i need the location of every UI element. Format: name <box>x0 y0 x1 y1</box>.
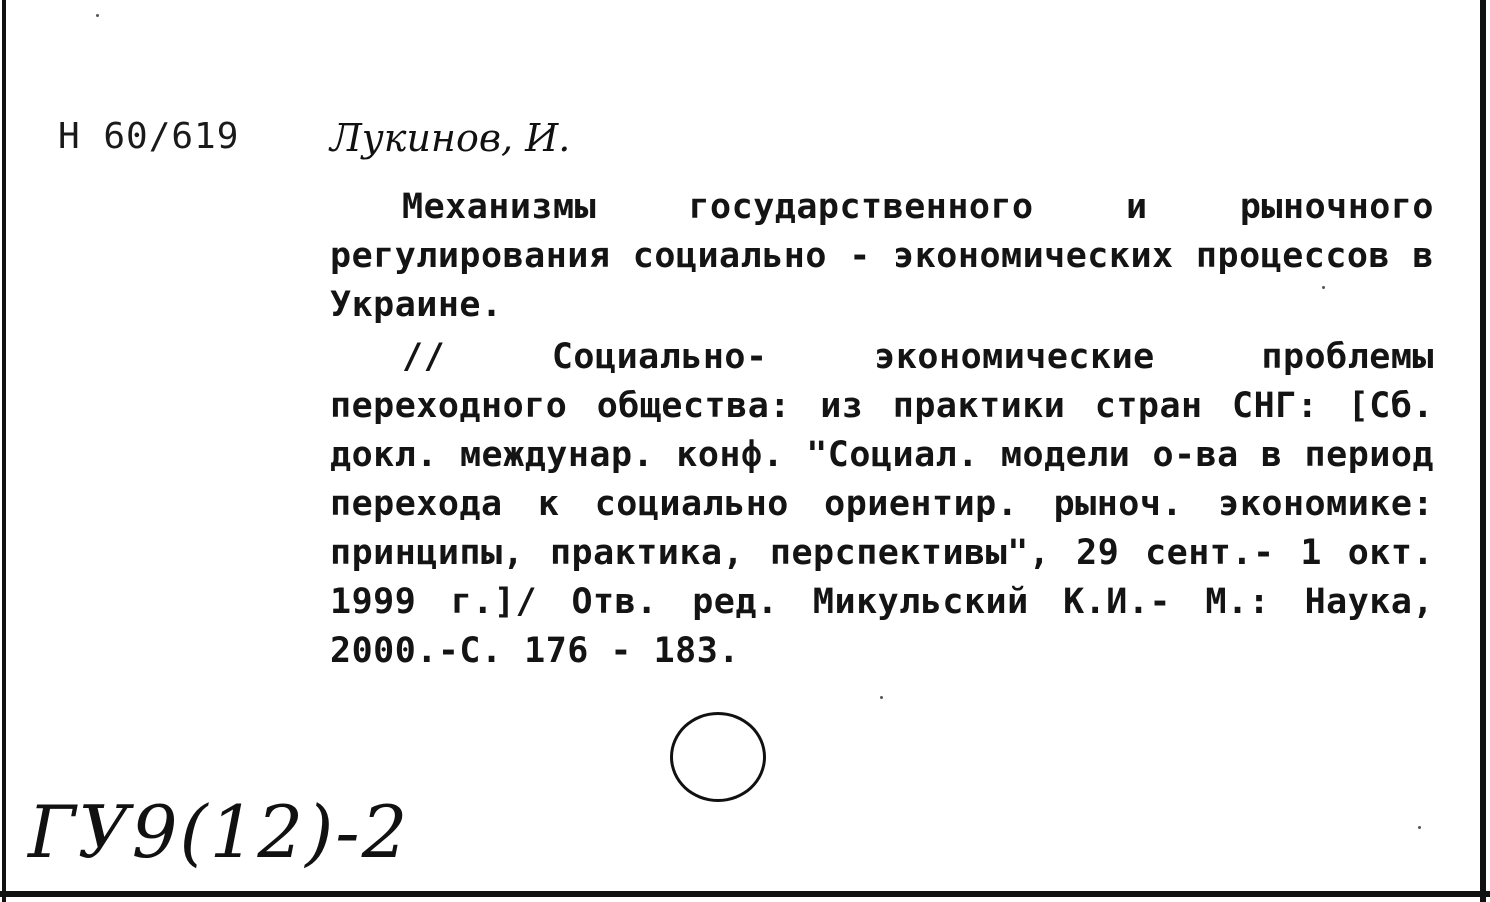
shelf-mark: ГУ9(12)-2 <box>28 790 410 874</box>
author-name: Лукинов, И. <box>330 116 571 160</box>
call-number: Н 60/619 <box>58 116 240 157</box>
card-left-edge <box>2 0 6 902</box>
stamp-circle <box>670 712 766 802</box>
publication-title: Механизмы государственного и рыночного регулирования социально - экономических процессов в Украине. <box>330 187 1434 325</box>
scan-speck <box>880 696 883 699</box>
scan-speck <box>96 14 99 17</box>
scan-speck <box>1322 286 1325 289</box>
card-right-edge <box>1480 0 1486 902</box>
scan-speck <box>1418 826 1421 829</box>
publication-source: // Социально- экономические проблемы переходного общества: из практики стран СНГ: [Сб. докл. междунар. конф. "Социал. модели о-ва в период перехода к социально ориентир. рыноч. экономике: принципы, практика, перспективы", 29 сент.- 1 окт. 1999 г.]/ Отв. ред. Микульский К.И.- М.: Наука, 2000.-С. 176 - 183. <box>330 337 1434 671</box>
card-bottom-edge <box>0 891 1490 897</box>
